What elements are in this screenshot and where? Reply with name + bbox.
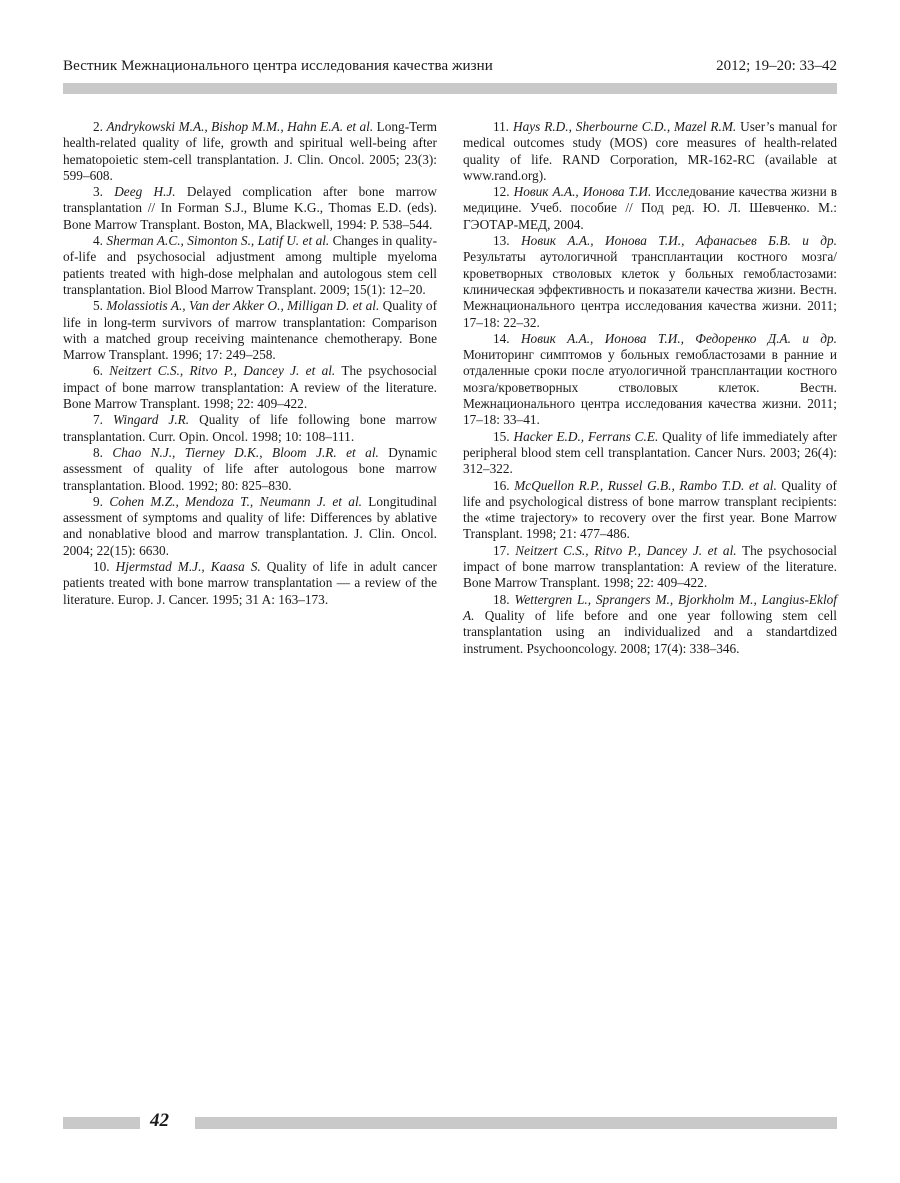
reference-text: Quality of life in adult cancer patients treated with bone marrow transplantation — a review of the literature. Europ. J. Cancer. 1995; 31 A: 163–173.: [63, 559, 438, 607]
reference-text: The psychosocial impact of bone marrow transplantation: A review of the literature. Bone Marrow Transplant. 1998; 22: 409–422.: [63, 363, 437, 412]
reference-item: [63, 445, 437, 494]
reference-text: Мониторинг симптомов у больных гемобластозами в ранние и отдаленные сроки после атуологичной трансплантации костного мозга/кроветворных стволовых клеток. Вестн. Межнационального центра исследования качества жизни. 2011; 17–18: 33–41.: [463, 347, 837, 428]
reference-text: Quality of life following bone marrow transplantation. Curr. Opin. Oncol. 1998; 10: 108–111.: [63, 412, 438, 444]
reference-text: Delayed complication after bone marrow transplantation // In Forman S.J., Blume K.G., Thomas E.D. (eds). Bone Marrow Transplant. Boston, MA, Blackwell, 1994: P. 538–544.: [63, 184, 437, 232]
reference-authors: Sherman A.C., Simonton S., Latif U. et al.: [106, 233, 330, 249]
reference-item: [463, 543, 837, 592]
reference-item: [463, 119, 837, 184]
reference-number: 2.: [93, 119, 103, 134]
reference-number: 13.: [493, 233, 510, 249]
footer-rule-left: [63, 1117, 140, 1129]
reference-item: [463, 592, 837, 657]
reference-text: Longitudinal assessment of symptoms and quality of life: Differences by ablative and nonablative blood and marrow transplantation. J. Clin. Oncol. 2004; 22(15): 6630.: [63, 493, 437, 558]
reference-authors: Wettergren L., Sprangers M., Bjorkholm M., Langius-Eklof A.: [463, 591, 837, 623]
reference-item: [63, 298, 437, 363]
reference-number: 4.: [93, 233, 103, 249]
reference-number: 3.: [93, 184, 103, 200]
header-rule: [63, 83, 837, 94]
reference-authors: Andrykowski M.A., Bishop M.M., Hahn E.A. et al.: [106, 119, 374, 134]
reference-item: [63, 559, 437, 608]
reference-text: Quality of life immediately after peripheral blood stem cell transplantation. Cancer Nurs. 2003; 26(4): 312–322.: [463, 428, 837, 477]
reference-item: [463, 429, 837, 478]
reference-item: [63, 233, 437, 298]
reference-authors: Chao N.J., Tierney D.K., Bloom J.R. et al.: [112, 444, 379, 460]
issue-citation: 2012; 19–20: 33–42: [716, 58, 837, 74]
reference-text: Dynamic assessment of quality of life after autologous bone marrow transplantation. Blood. 1992; 80: 825–830.: [63, 444, 437, 493]
references-left-column: [63, 119, 437, 608]
reference-text: Changes in quality-of-life and psychosocial adjustment among multiple myeloma patients treated with high-dose melphalan and autologous stem cell transplantation. Biol Blood Marrow Transplant. 2009; 15(1): 12–20.: [63, 233, 437, 297]
reference-number: 18.: [493, 591, 510, 607]
reference-authors: Новик А.А., Ионова Т.И., Афанасьев Б.В. и др.: [521, 233, 837, 249]
reference-number: 11.: [493, 119, 510, 134]
reference-item: [63, 119, 437, 184]
reference-number: 16.: [493, 477, 510, 493]
reference-authors: Новик А.А., Ионова Т.И., Федоренко Д.А. и др.: [520, 330, 838, 346]
reference-number: 17.: [493, 542, 510, 558]
reference-text: The psychosocial impact of bone marrow transplantation: A review of the literature. Bone Marrow Transplant. 1998; 22: 409–422.: [463, 542, 837, 591]
reference-text: Результаты аутологичной трансплантации костного мозга/кроветворных стволовых клеток у больных гемобластозами: клиническая эффективность и показатели качества жизни. Вестн. Межнационального центра исследования качества жизни. 2011; 17–18: 22–32.: [463, 249, 837, 330]
reference-text: Quality of life and psychological distress of bone marrow transplant recipients: the «time trajectory» to recovery over the first year. Bone Marrow Transplant. 1998; 21: 477–486.: [463, 477, 837, 542]
reference-item: [63, 494, 437, 559]
reference-authors: Hacker E.D., Ferrans C.E.: [513, 428, 659, 444]
reference-number: 8.: [93, 444, 103, 460]
references-right-column: [463, 119, 837, 657]
reference-authors: Wingard J.R.: [113, 412, 190, 428]
reference-number: 7.: [93, 412, 103, 428]
reference-authors: Hjermstad M.J., Kaasa S.: [115, 559, 261, 575]
page-number: 42: [150, 1110, 169, 1131]
reference-number: 10.: [93, 559, 110, 575]
reference-number: 12.: [493, 184, 510, 200]
reference-authors: Deeg H.J.: [114, 184, 176, 200]
reference-text: Quality of life in long-term survivors of marrow transplantation: Comparison with a matched group receiving maintenance chemotherapy. Bone Marrow Transplant. 1996; 17: 249–258.: [63, 298, 438, 363]
reference-item: [463, 233, 837, 331]
reference-item: [63, 184, 437, 233]
footer-rule-right: [195, 1117, 837, 1129]
reference-authors: Molassiotis A., Van der Akker O., Milligan D. et al.: [106, 298, 380, 314]
reference-item: [63, 363, 437, 412]
reference-authors: McQuellon R.P., Russel G.B., Rambo T.D. et al.: [514, 477, 777, 493]
reference-authors: Neitzert C.S., Ritvo P., Dancey J. et al.: [515, 542, 737, 558]
reference-text: Quality of life before and one year following stem cell transplantation using an individualized and a standartdized instrument. Psychooncology. 2008; 17(4): 338–346.: [463, 607, 837, 656]
running-header: [63, 56, 837, 78]
reference-number: 6.: [93, 363, 103, 379]
reference-item: [463, 478, 837, 543]
reference-authors: Cohen M.Z., Mendoza T., Neumann J. et al.: [109, 493, 362, 509]
reference-authors: Новик А.А., Ионова Т.И.: [513, 184, 652, 200]
reference-item: [463, 184, 837, 233]
reference-number: 9.: [93, 493, 103, 509]
reference-text: Исследование качества жизни в медицине. Учеб. пособие // Под ред. Ю. Л. Шевченко. М.: ГЭОТАР-МЕД, 2004.: [463, 184, 837, 232]
reference-text: Long-Term health-related quality of life, growth and spiritual well-being after hematopoietic stem-cell transplantation. J. Clin. Oncol. 2005; 23(3): 599–608.: [63, 119, 437, 183]
reference-text: User’s manual for medical outcomes study (MOS) core measures of health-related quality of life. RAND Corporation, MR-162-RC (available at www.rand.org).: [463, 119, 837, 183]
journal-title: Вестник Межнационального центра исследования качества жизни: [63, 58, 493, 74]
reference-item: [63, 412, 437, 445]
reference-item: [463, 331, 837, 429]
reference-authors: Neitzert C.S., Ritvo P., Dancey J. et al.: [109, 363, 336, 379]
reference-number: 15.: [493, 428, 510, 444]
reference-authors: Hays R.D., Sherbourne C.D., Mazel R.M.: [513, 119, 737, 134]
reference-number: 5.: [93, 298, 103, 314]
reference-number: 14.: [493, 330, 510, 346]
